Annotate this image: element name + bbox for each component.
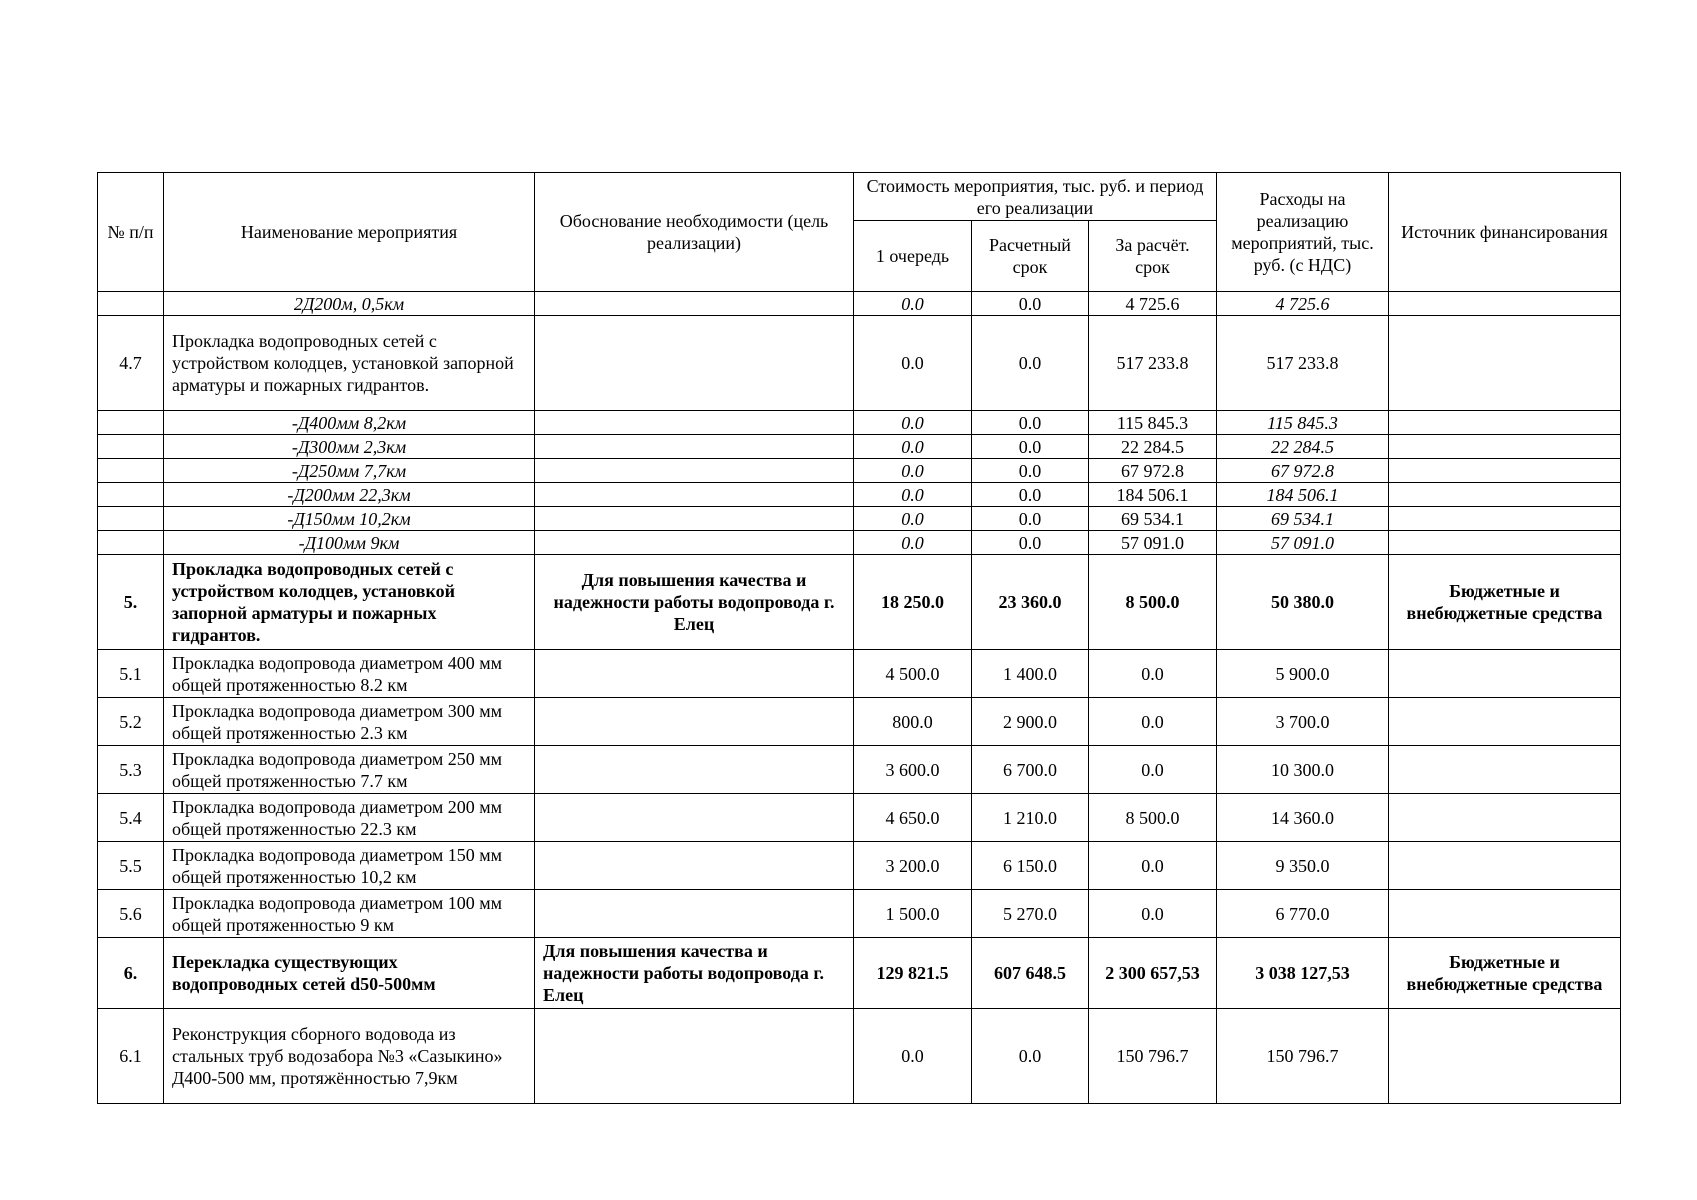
row-name: -Д400мм 8,2км <box>164 411 535 435</box>
row-stage1: 18 250.0 <box>854 555 972 650</box>
row-num: 5.6 <box>98 890 164 938</box>
measures-table <box>97 172 1621 1104</box>
row-num: 5.1 <box>98 650 164 698</box>
row-justification <box>535 698 854 746</box>
row-total: 50 380.0 <box>1217 555 1389 650</box>
row-total: 3 700.0 <box>1217 698 1389 746</box>
row-justification <box>535 507 854 531</box>
row-total: 517 233.8 <box>1217 316 1389 411</box>
row-num <box>98 483 164 507</box>
header-justification: Обоснование необходимости (цель реализации) <box>535 173 854 292</box>
row-justification <box>535 650 854 698</box>
row-total: 150 796.7 <box>1217 1009 1389 1104</box>
row-name: -Д150мм 10,2км <box>164 507 535 531</box>
row-justification <box>535 890 854 938</box>
row-beyond: 0.0 <box>1089 650 1217 698</box>
row-source <box>1389 292 1621 316</box>
row-justification <box>535 842 854 890</box>
row-calc: 5 270.0 <box>972 890 1089 938</box>
row-calc: 0.0 <box>972 459 1089 483</box>
row-stage1: 0.0 <box>854 459 972 483</box>
row-beyond: 8 500.0 <box>1089 794 1217 842</box>
row-name: -Д200мм 22,3км <box>164 483 535 507</box>
row-name: Прокладка водопровода диаметром 200 мм общей протяженностью 22.3 км <box>164 794 535 842</box>
row-num <box>98 411 164 435</box>
row-stage1: 0.0 <box>854 531 972 555</box>
row-stage1: 0.0 <box>854 483 972 507</box>
row-justification <box>535 292 854 316</box>
row-calc: 0.0 <box>972 507 1089 531</box>
row-num <box>98 435 164 459</box>
row-calc: 23 360.0 <box>972 555 1089 650</box>
row-num: 6.1 <box>98 1009 164 1104</box>
row-name: Прокладка водопроводных сетей с устройством колодцев, установкой запорной арматуры и пожарных гидрантов. <box>164 316 535 411</box>
row-justification <box>535 746 854 794</box>
row-beyond: 0.0 <box>1089 842 1217 890</box>
row-beyond: 69 534.1 <box>1089 507 1217 531</box>
row-total: 115 845.3 <box>1217 411 1389 435</box>
row-calc: 2 900.0 <box>972 698 1089 746</box>
row-source <box>1389 794 1621 842</box>
row-calc: 0.0 <box>972 483 1089 507</box>
row-source <box>1389 316 1621 411</box>
row-beyond: 184 506.1 <box>1089 483 1217 507</box>
row-name: Прокладка водопровода диаметром 250 мм общей протяженностью 7.7 км <box>164 746 535 794</box>
header-cost-group: Стоимость мероприятия, тыс. руб. и период его реализации <box>854 173 1217 221</box>
row-num: 5. <box>98 555 164 650</box>
header-stage1: 1 очередь <box>854 221 972 292</box>
row-total: 10 300.0 <box>1217 746 1389 794</box>
row-total: 22 284.5 <box>1217 435 1389 459</box>
row-total: 4 725.6 <box>1217 292 1389 316</box>
row-total: 5 900.0 <box>1217 650 1389 698</box>
header-name: Наименование мероприятия <box>164 173 535 292</box>
row-stage1: 129 821.5 <box>854 938 972 1009</box>
row-name: Прокладка водопровода диаметром 150 мм общей протяженностью 10,2 км <box>164 842 535 890</box>
row-justification <box>535 435 854 459</box>
row-source <box>1389 1009 1621 1104</box>
row-justification <box>535 1009 854 1104</box>
row-stage1: 0.0 <box>854 435 972 459</box>
row-total: 6 770.0 <box>1217 890 1389 938</box>
row-source <box>1389 890 1621 938</box>
row-calc: 0.0 <box>972 316 1089 411</box>
row-calc: 0.0 <box>972 411 1089 435</box>
row-num: 5.3 <box>98 746 164 794</box>
row-total: 184 506.1 <box>1217 483 1389 507</box>
row-num <box>98 459 164 483</box>
row-name: Прокладка водопровода диаметром 300 мм общей протяженностью 2.3 км <box>164 698 535 746</box>
row-justification <box>535 411 854 435</box>
row-total: 14 360.0 <box>1217 794 1389 842</box>
row-beyond: 4 725.6 <box>1089 292 1217 316</box>
row-beyond: 517 233.8 <box>1089 316 1217 411</box>
row-justification <box>535 531 854 555</box>
row-num <box>98 292 164 316</box>
row-num <box>98 507 164 531</box>
row-num: 6. <box>98 938 164 1009</box>
header-calc-period: Расчетный срок <box>972 221 1089 292</box>
row-source <box>1389 507 1621 531</box>
row-total: 3 038 127,53 <box>1217 938 1389 1009</box>
row-justification: Для повышения качества и надежности работы водопровода г. Елец <box>535 938 854 1009</box>
row-beyond: 8 500.0 <box>1089 555 1217 650</box>
row-total: 67 972.8 <box>1217 459 1389 483</box>
row-beyond: 22 284.5 <box>1089 435 1217 459</box>
row-stage1: 1 500.0 <box>854 890 972 938</box>
row-source <box>1389 746 1621 794</box>
row-stage1: 4 650.0 <box>854 794 972 842</box>
row-calc: 0.0 <box>972 435 1089 459</box>
row-num: 5.4 <box>98 794 164 842</box>
row-beyond: 0.0 <box>1089 890 1217 938</box>
row-beyond: 115 845.3 <box>1089 411 1217 435</box>
row-source <box>1389 459 1621 483</box>
row-source <box>1389 698 1621 746</box>
row-stage1: 0.0 <box>854 316 972 411</box>
row-calc: 0.0 <box>972 292 1089 316</box>
header-num: № п/п <box>98 173 164 292</box>
row-justification <box>535 316 854 411</box>
row-beyond: 150 796.7 <box>1089 1009 1217 1104</box>
row-total: 57 091.0 <box>1217 531 1389 555</box>
row-stage1: 3 600.0 <box>854 746 972 794</box>
row-stage1: 0.0 <box>854 411 972 435</box>
row-stage1: 4 500.0 <box>854 650 972 698</box>
row-source <box>1389 531 1621 555</box>
row-justification <box>535 794 854 842</box>
row-source: Бюджетные и внебюджетные средства <box>1389 555 1621 650</box>
row-calc: 6 700.0 <box>972 746 1089 794</box>
row-stage1: 800.0 <box>854 698 972 746</box>
row-name: -Д250мм 7,7км <box>164 459 535 483</box>
row-justification: Для повышения качества и надежности работы водопровода г. Елец <box>535 555 854 650</box>
row-beyond: 67 972.8 <box>1089 459 1217 483</box>
row-name: Прокладка водопровода диаметром 400 мм общей протяженностью 8.2 км <box>164 650 535 698</box>
row-name: -Д300мм 2,3км <box>164 435 535 459</box>
row-calc: 1 210.0 <box>972 794 1089 842</box>
header-beyond: За расчёт. срок <box>1089 221 1217 292</box>
row-source <box>1389 842 1621 890</box>
row-justification <box>535 483 854 507</box>
row-calc: 0.0 <box>972 1009 1089 1104</box>
row-name: -Д100мм 9км <box>164 531 535 555</box>
row-source: Бюджетные и внебюджетные средства <box>1389 938 1621 1009</box>
row-name: Прокладка водопроводных сетей с устройством колодцев, установкой запорной арматуры и пожарных гидрантов. <box>164 555 535 650</box>
row-stage1: 0.0 <box>854 507 972 531</box>
row-stage1: 0.0 <box>854 292 972 316</box>
row-num <box>98 531 164 555</box>
row-source <box>1389 435 1621 459</box>
header-source: Источник финансирования <box>1389 173 1621 292</box>
row-beyond: 0.0 <box>1089 746 1217 794</box>
row-name: Реконструкция сборного водовода из стальных труб водозабора №3 «Сазыкино» Д400-500 мм, протяжённостью 7,9км <box>164 1009 535 1104</box>
row-name: 2Д200м, 0,5км <box>164 292 535 316</box>
row-source <box>1389 483 1621 507</box>
header-total: Расходы на реализацию мероприятий, тыс. руб. (с НДС) <box>1217 173 1389 292</box>
row-calc: 607 648.5 <box>972 938 1089 1009</box>
row-total: 9 350.0 <box>1217 842 1389 890</box>
row-name: Перекладка существующих водопроводных сетей d50-500мм <box>164 938 535 1009</box>
row-name: Прокладка водопровода диаметром 100 мм общей протяженностью 9 км <box>164 890 535 938</box>
row-stage1: 3 200.0 <box>854 842 972 890</box>
row-beyond: 57 091.0 <box>1089 531 1217 555</box>
row-num: 5.2 <box>98 698 164 746</box>
row-justification <box>535 459 854 483</box>
row-stage1: 0.0 <box>854 1009 972 1104</box>
row-num: 4.7 <box>98 316 164 411</box>
row-calc: 6 150.0 <box>972 842 1089 890</box>
row-source <box>1389 411 1621 435</box>
row-total: 69 534.1 <box>1217 507 1389 531</box>
row-source <box>1389 650 1621 698</box>
row-num: 5.5 <box>98 842 164 890</box>
row-calc: 0.0 <box>972 531 1089 555</box>
row-beyond: 0.0 <box>1089 698 1217 746</box>
row-calc: 1 400.0 <box>972 650 1089 698</box>
row-beyond: 2 300 657,53 <box>1089 938 1217 1009</box>
